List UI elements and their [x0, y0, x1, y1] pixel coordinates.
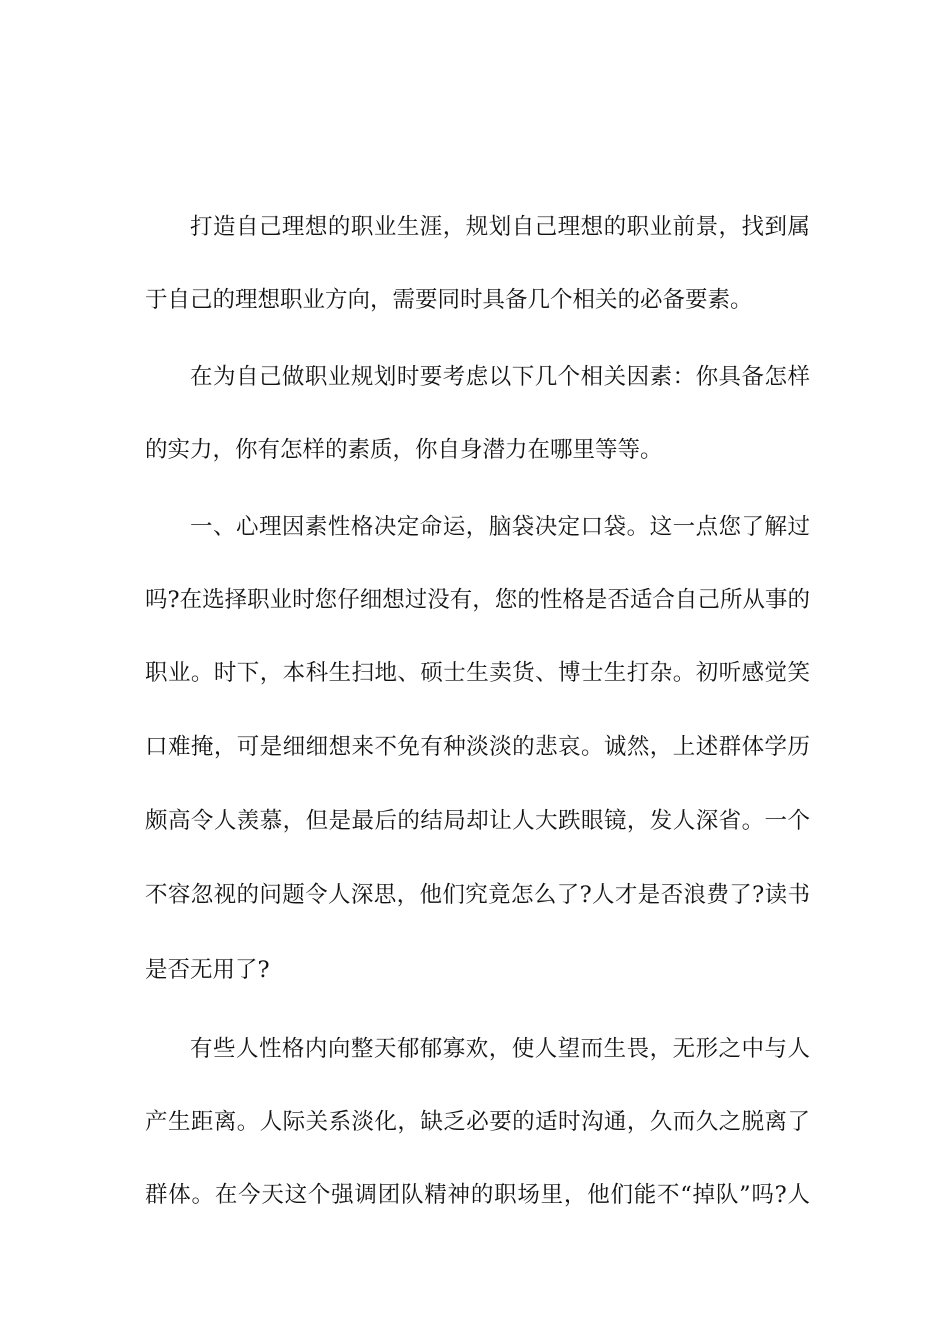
paragraph-line: 职业。时下，本科生扫地、硕士生卖货、博士生打杂。初听感觉笑: [145, 660, 810, 686]
paragraph-line: 在为自己做职业规划时要考虑以下几个相关因素：你具备怎样: [190, 364, 810, 390]
paragraph-line: 群体。在今天这个强调团队精神的职场里，他们能不“掉队”吗?人: [145, 1182, 810, 1208]
paragraph-line: 于自己的理想职业方向，需要同时具备几个相关的必备要素。: [145, 287, 753, 313]
paragraph-line: 是否无用了?: [145, 957, 270, 983]
paragraph-line: 打造自己理想的职业生涯，规划自己理想的职业前景，找到属: [190, 214, 810, 240]
paragraph-line: 不容忽视的问题令人深思，他们究竟怎么了?人才是否浪费了?读书: [145, 882, 810, 908]
paragraph-line: 口难掩，可是细细想来不免有种淡淡的悲哀。诚然，上述群体学历: [145, 734, 810, 760]
paragraph-line: 产生距离。人际关系淡化，缺乏必要的适时沟通，久而久之脱离了: [145, 1109, 810, 1135]
paragraph-line: 一、心理因素性格决定命运，脑袋决定口袋。这一点您了解过: [190, 514, 810, 540]
paragraph-line: 的实力，你有怎样的素质，你自身潜力在哪里等等。: [145, 437, 663, 463]
paragraph-line: 吗?在选择职业时您仔细想过没有，您的性格是否适合自己所从事的: [145, 587, 810, 613]
paragraph-line: 颇高令人羡慕，但是最后的结局却让人大跌眼镜，发人深省。一个: [145, 808, 810, 834]
paragraph-line: 有些人性格内向整天郁郁寡欢，使人望而生畏，无形之中与人: [190, 1036, 810, 1062]
